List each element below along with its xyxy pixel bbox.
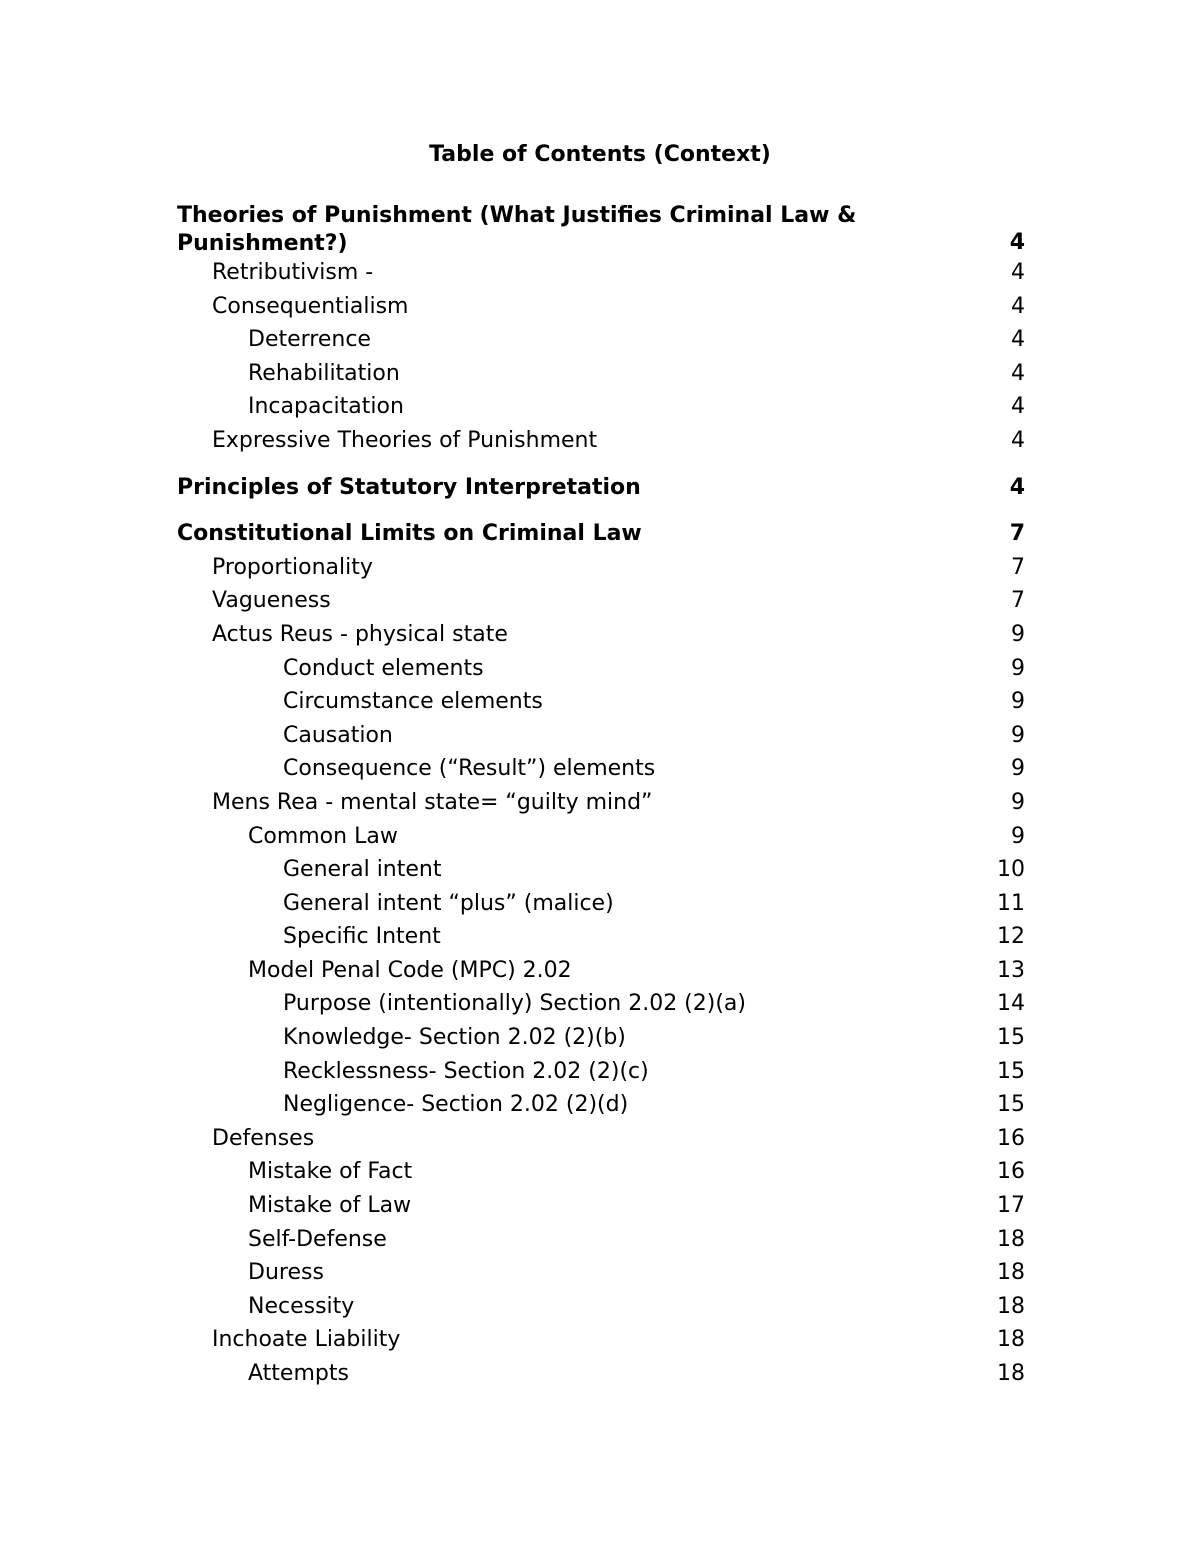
toc-entry[interactable] xyxy=(177,853,1027,887)
toc-title: Table of Contents (Context) xyxy=(429,142,771,167)
toc-entry-label: Expressive Theories of Punishment xyxy=(212,427,598,453)
toc-entry-label: Consequentialism xyxy=(212,293,409,319)
toc-entry-label: Negligence- Section 2.02 (2)(d) xyxy=(283,1092,629,1118)
toc-entry-page: 18 xyxy=(997,1293,1025,1319)
toc-entry-page: 4 xyxy=(1009,230,1025,255)
toc-entry-page: 4 xyxy=(1009,474,1025,500)
toc-entry[interactable] xyxy=(177,786,1027,820)
toc-entry[interactable] xyxy=(177,202,1027,256)
toc-entry-label: Retributivism - xyxy=(212,260,374,285)
toc-entry[interactable] xyxy=(177,1290,1027,1324)
toc-entry-label: Causation xyxy=(283,722,393,748)
toc-entry[interactable] xyxy=(177,471,1027,505)
toc-entry[interactable] xyxy=(177,1357,1027,1391)
toc-entry[interactable] xyxy=(177,1021,1027,1055)
toc-entry-page: 4 xyxy=(1011,327,1025,353)
toc-entry-page: 9 xyxy=(1011,689,1025,715)
toc-entry[interactable] xyxy=(177,1323,1027,1357)
toc-entry[interactable] xyxy=(177,517,1027,551)
toc-entry-page: 18 xyxy=(997,1226,1025,1252)
toc-entry-page: 9 xyxy=(1011,756,1025,782)
toc-entry[interactable] xyxy=(177,290,1027,324)
toc-entry-page: 4 xyxy=(1011,427,1025,453)
toc-entry-page: 18 xyxy=(997,1361,1025,1386)
toc-entry-page: 15 xyxy=(997,1092,1025,1118)
toc-entry-page: 16 xyxy=(997,1159,1025,1185)
toc-entry[interactable] xyxy=(177,551,1027,585)
toc-entry[interactable] xyxy=(177,752,1027,786)
toc-entry-label: Knowledge- Section 2.02 (2)(b) xyxy=(283,1025,626,1051)
toc-entry-label: Self-Defense xyxy=(248,1226,387,1252)
toc-entry-label: Mens Rea - mental state= “guilty mind” xyxy=(212,789,653,815)
toc-entry-label: Principles of Statutory Interpretation xyxy=(177,474,641,500)
toc-entry-page: 4 xyxy=(1011,293,1025,319)
toc-entry-page: 17 xyxy=(997,1193,1025,1219)
toc-entry-page: 13 xyxy=(997,957,1025,983)
toc-entry-label: Incapacitation xyxy=(248,394,404,420)
toc-entry-page: 7 xyxy=(1011,588,1025,614)
toc-entry[interactable] xyxy=(177,390,1027,424)
toc-entry-page: 11 xyxy=(997,890,1025,916)
toc-entry-label: Model Penal Code (MPC) 2.02 xyxy=(248,957,572,983)
toc-entry-label: Proportionality xyxy=(212,554,373,580)
toc-entry-label: General intent xyxy=(283,857,442,883)
toc-entry-label: Necessity xyxy=(248,1293,355,1319)
toc-entry[interactable] xyxy=(177,685,1027,719)
toc-entry-label: Mistake of Fact xyxy=(248,1159,413,1185)
toc-entry-label: Recklessness- Section 2.02 (2)(c) xyxy=(283,1058,649,1084)
toc-entry[interactable] xyxy=(177,1122,1027,1156)
toc-entry-page: 9 xyxy=(1011,823,1025,849)
toc-entry-page: 7 xyxy=(1011,554,1025,580)
toc-entry-label: Rehabilitation xyxy=(248,360,400,386)
toc-entry-label: Specific Intent xyxy=(283,924,441,950)
toc-entry[interactable] xyxy=(177,820,1027,854)
toc-entry-label: Common Law xyxy=(248,823,398,849)
toc-entry[interactable] xyxy=(177,1155,1027,1189)
toc-entry-page: 12 xyxy=(997,924,1025,950)
toc-entry-label: Attempts xyxy=(248,1361,349,1386)
toc-entry-label: Duress xyxy=(248,1260,324,1286)
toc-entry-label: Theories of Punishment (What Justifies Criminal Law & Punishment?) xyxy=(177,203,857,256)
toc-entry[interactable] xyxy=(177,954,1027,988)
toc-entry-label: Deterrence xyxy=(248,327,371,353)
toc-entry-label: Conduct elements xyxy=(283,655,484,681)
toc-entry[interactable] xyxy=(177,424,1027,458)
toc-entry[interactable] xyxy=(177,618,1027,652)
toc-entry[interactable] xyxy=(177,887,1027,921)
toc-entry[interactable] xyxy=(177,652,1027,686)
toc-entry-page: 7 xyxy=(1009,521,1025,547)
toc-entry-page: 16 xyxy=(997,1125,1025,1151)
toc-entry-page: 9 xyxy=(1011,789,1025,815)
toc-entry[interactable] xyxy=(177,357,1027,391)
toc-entry[interactable] xyxy=(177,1256,1027,1290)
toc-entry[interactable] xyxy=(177,323,1027,357)
toc-entry-page: 9 xyxy=(1011,722,1025,748)
toc-entry[interactable] xyxy=(177,584,1027,618)
toc-entry-label: General intent “plus” (malice) xyxy=(283,890,614,916)
toc-entry-label: Constitutional Limits on Criminal Law xyxy=(177,521,642,547)
toc-entry[interactable] xyxy=(177,719,1027,753)
toc-entry[interactable] xyxy=(177,1223,1027,1257)
toc-entry[interactable] xyxy=(177,987,1027,1021)
toc-entry-label: Consequence (“Result”) elements xyxy=(283,756,656,782)
toc-entry-page: 14 xyxy=(997,991,1025,1017)
toc-entry-page: 15 xyxy=(997,1058,1025,1084)
toc-entry-label: Vagueness xyxy=(212,588,331,614)
toc-entry-page: 18 xyxy=(997,1260,1025,1286)
toc-entry-page: 4 xyxy=(1011,394,1025,420)
toc-entry-page: 10 xyxy=(997,857,1025,883)
toc-entry-page: 9 xyxy=(1011,655,1025,681)
toc-entry[interactable] xyxy=(177,1189,1027,1223)
toc-list xyxy=(177,202,1027,1391)
toc-entry-page: 4 xyxy=(1011,260,1025,285)
toc-entry[interactable] xyxy=(177,920,1027,954)
toc-entry-label: Defenses xyxy=(212,1125,315,1151)
toc-entry-label: Purpose (intentionally) Section 2.02 (2)(a) xyxy=(283,991,746,1017)
toc-entry-label: Mistake of Law xyxy=(248,1193,412,1219)
toc-entry[interactable] xyxy=(177,1088,1027,1122)
toc-entry-page: 18 xyxy=(997,1327,1025,1353)
toc-entry-page: 9 xyxy=(1011,621,1025,647)
toc-entry-page: 15 xyxy=(997,1025,1025,1051)
toc-entry[interactable] xyxy=(177,256,1027,290)
toc-entry-label: Inchoate Liability xyxy=(212,1327,401,1353)
toc-entry-label: Actus Reus - physical state xyxy=(212,621,508,647)
toc-entry-label: Circumstance elements xyxy=(283,689,543,715)
toc-entry-page: 4 xyxy=(1011,360,1025,386)
toc-entry[interactable] xyxy=(177,1055,1027,1089)
